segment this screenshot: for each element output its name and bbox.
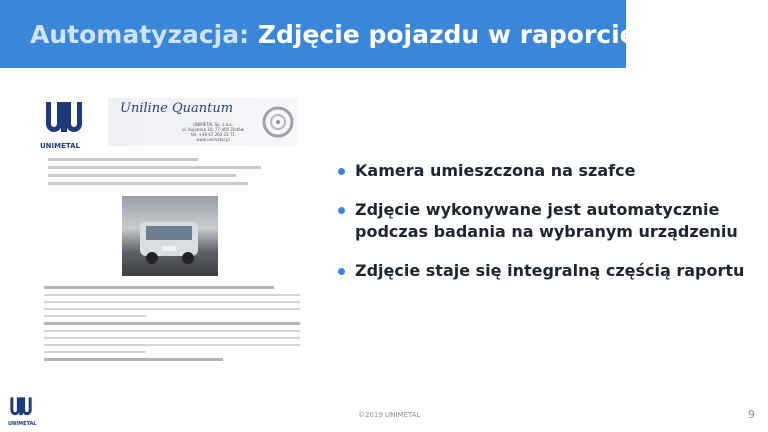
address-line: ul. Kujańska 10, 77-400 Złotów [182,127,244,132]
address-line: UNIMETAL Sp. z o.o. [193,122,233,127]
copyright: ©2019 UNIMETAL [358,411,421,419]
bullet-list [338,160,748,299]
report-header-fields [48,158,298,190]
footer-logo-icon [8,396,34,420]
bullet-item [338,260,748,282]
title-prefix: Automatyzacja: [30,19,250,49]
title-bar [0,0,637,68]
title-main: Zdjęcie pojazdu w raporcie [257,19,637,49]
page-number: 9 [748,408,755,421]
footer-logo-text: UNIMETAL [8,421,37,427]
bullet-dot-icon [338,207,345,214]
report-address [168,122,258,142]
bullet-text: Zdjęcie wykonywane jest automatycznie podczas badania na wybranym urządzeniu [355,200,738,241]
report-image [38,96,306,378]
bullet-item [338,199,748,243]
bullet-dot-icon [338,268,345,275]
vehicle-photo [122,196,218,276]
bullet-text: Kamera umieszczona na szafce [355,161,636,180]
address-line: tel. +48 67 263 22 71 [190,132,236,137]
bullet-item [338,160,748,182]
report-banner [108,98,298,146]
car-icon [122,196,218,276]
unimetal-logo-icon [42,100,86,140]
report-table [44,286,300,366]
address-line: www.unimetal.pl [196,137,230,142]
report-brand: Uniline Quantum [120,101,234,116]
report-logo-text: UNIMETAL [40,142,81,150]
slide-title [30,20,637,49]
gear-icon [260,104,296,140]
bullet-dot-icon [338,168,345,175]
bullet-text: Zdjęcie staje się integralną częścią raportu [355,261,745,280]
